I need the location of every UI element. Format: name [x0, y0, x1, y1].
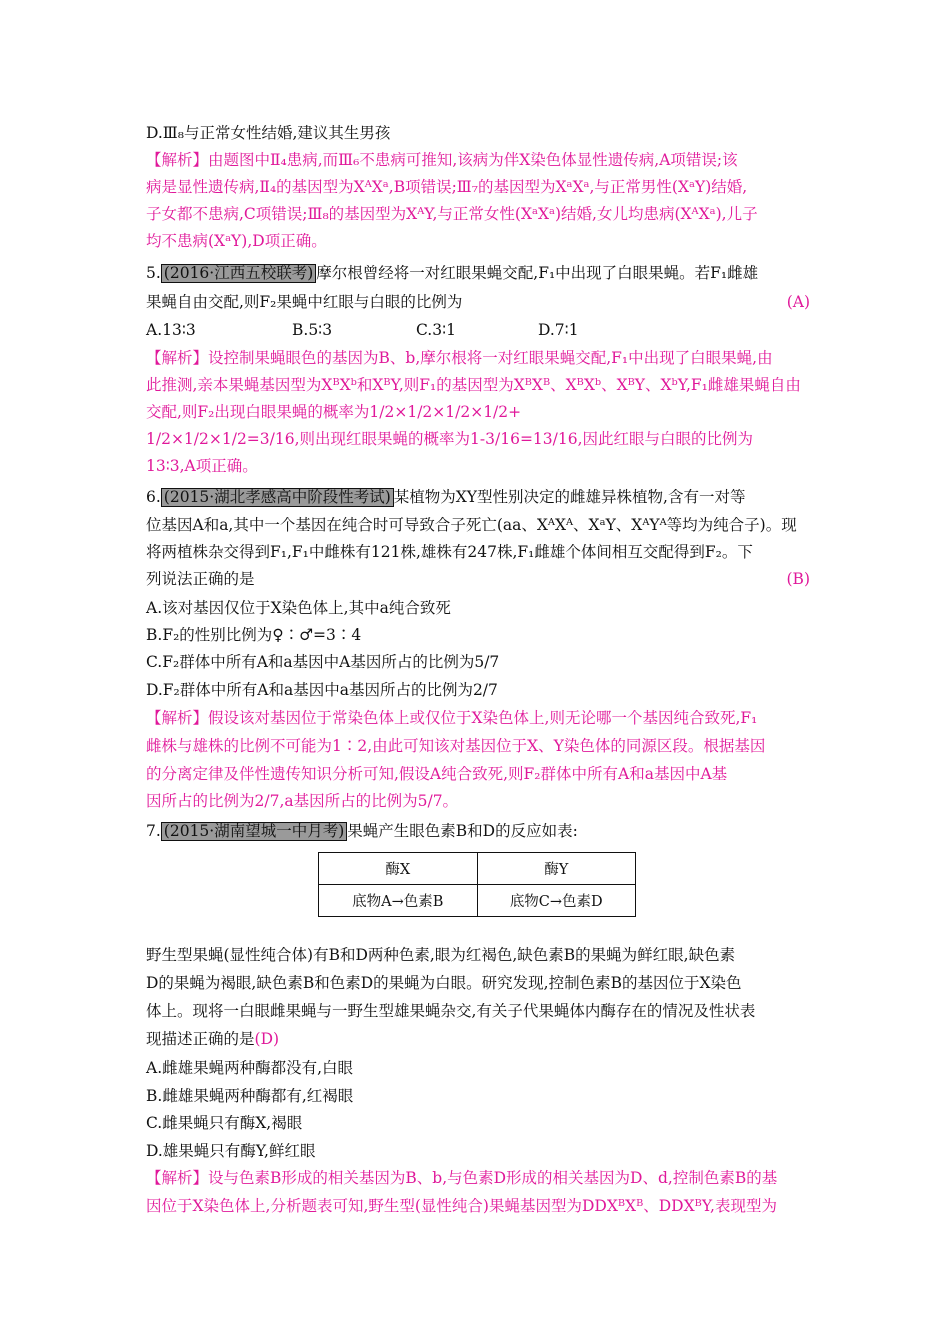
q6-number: 6.: [146, 488, 161, 506]
q5-source-tag: (2016·江西五校联考): [161, 264, 316, 283]
table-cell: 底物A→色素B: [319, 885, 478, 917]
q7-option-c: C.雌果蝇只有酶X,褐眼: [146, 1114, 303, 1132]
q6-option-a: A.该对基因仅位于X染色体上,其中a纯合致死: [146, 599, 451, 617]
q7-number: 7.: [146, 822, 161, 840]
q5-option-a: A.13∶3: [146, 321, 196, 339]
q6-stem-text: 列说法正确的是: [146, 570, 255, 588]
q6-analysis-line: 的分离定律及伴性遗传知识分析可知,假设A纯合致死,则F₂群体中所有A和a基因中A基: [146, 765, 728, 783]
q6-option-b: B.F₂的性别比例为♀∶♂=3∶4: [146, 626, 362, 644]
q6-stem-text: 某植物为XY型性别决定的雌雄异株植物,含有一对等: [393, 488, 746, 506]
q6-analysis-line: 雌株与雄株的比例不可能为1∶2,由此可知该对基因位于X、Y染色体的同源区段。根据基因: [146, 737, 766, 755]
q6-option-c: C.F₂群体中所有A和a基因中A基因所占的比例为5/7: [146, 653, 500, 671]
q6-analysis-line: 因所占的比例为2/7,a基因所占的比例为5/7。: [146, 792, 459, 810]
q5-number: 5.: [146, 264, 161, 282]
q5-stem-text: 摩尔根曾经将一对红眼果蝇交配,F₁中出现了白眼果蝇。若F₁雌雄: [316, 264, 759, 282]
enzyme-table: [318, 852, 636, 917]
q6-stem-line: 位基因A和a,其中一个基因在纯合时可导致合子死亡(aa、XᴬXᴬ、XᵃY、XᴬYᴬ等均为纯合子)。现: [146, 516, 797, 534]
table-cell: 底物C→色素D: [477, 885, 636, 917]
q6-source-tag: (2015·湖北孝感高中阶段性考试): [161, 488, 394, 507]
option-d-previous: D.Ⅲ₈与正常女性结婚,建议其生男孩: [146, 124, 391, 142]
analysis-prev-line: 子女都不患病,C项错误;Ⅲ₈的基因型为XᴬY,与正常女性(XᵃXᵃ)结婚,女儿均患病(XᴬXᵃ),儿子: [146, 205, 758, 223]
q6-stem-line: 将两植株杂交得到F₁,F₁中雌株有121株,雄株有247株,F₁雌雄个体间相互交配得到F₂。下: [146, 543, 753, 561]
q7-source-tag: (2015·湖南望城一中月考): [161, 822, 347, 841]
q6-answer: (B): [786, 570, 810, 588]
q5-analysis-line: 【解析】设控制果蝇眼色的基因为B、b,摩尔根将一对红眼果蝇交配,F₁中出现了白眼果蝇,由: [146, 349, 773, 367]
table-header-cell: 酶Y: [477, 853, 636, 885]
q6-stem-line: [146, 569, 810, 589]
q5-analysis-line: 此推测,亲本果蝇基因型为XᴮXᵇ和XᴮY,则F₁的基因型为XᴮXᴮ、XᴮXᵇ、XᴮY、XᵇY,F₁雌雄果蝇自由: [146, 376, 801, 394]
q7-text-line: [146, 1029, 279, 1049]
q6-option-d: D.F₂群体中所有A和a基因中a基因所占的比例为2/7: [146, 681, 498, 699]
q5-analysis-line: 13∶3,A项正确。: [146, 457, 258, 475]
q5-stem-line-2: [146, 292, 810, 312]
q7-analysis-line: 因位于X染色体上,分析题表可知,野生型(显性纯合)果蝇基因型为DDXᴮXᴮ、DDXᴮY,表现型为: [146, 1197, 777, 1215]
q5-option-c: C.3∶1: [416, 321, 456, 339]
analysis-prev-line: 【解析】由题图中Ⅱ₄患病,而Ⅲ₆不患病可推知,该病为伴X染色体显性遗传病,A项错误;该: [146, 151, 738, 169]
analysis-prev-line: 病是显性遗传病,Ⅱ₄的基因型为XᴬXᵃ,B项错误;Ⅲ₇的基因型为XᵃXᵃ,与正常男性(XᵃY)结婚,: [146, 178, 748, 196]
q7-analysis-line: 【解析】设与色素B形成的相关基因为B、b,与色素D形成的相关基因为D、d,控制色素B的基: [146, 1169, 778, 1187]
q7-option-a: A.雌雄果蝇两种酶都没有,白眼: [146, 1059, 354, 1077]
q6-stem-line-1: [146, 487, 745, 507]
q7-option-b: B.雌雄果蝇两种酶都有,红褐眼: [146, 1087, 354, 1105]
q6-analysis-line: 【解析】假设该对基因位于常染色体上或仅位于X染色体上,则无论哪一个基因纯合致死,F₁: [146, 709, 758, 727]
q5-option-b: B.5∶3: [292, 321, 333, 339]
q7-stem-text: 果蝇产生眼色素B和D的反应如表:: [347, 822, 578, 840]
q7-answer: (D): [254, 1030, 280, 1048]
analysis-prev-line: 均不患病(XᵃY),D项正确。: [146, 232, 327, 250]
q5-answer: (A): [786, 293, 810, 311]
q5-stem-line-1: [146, 263, 758, 283]
q7-option-d: D.雄果蝇只有酶Y,鲜红眼: [146, 1142, 316, 1160]
q5-stem-text: 果蝇自由交配,则F₂果蝇中红眼与白眼的比例为: [146, 293, 463, 311]
table-header-cell: 酶X: [319, 853, 478, 885]
q7-text: 现描述正确的是: [146, 1030, 255, 1048]
q5-option-d: D.7∶1: [538, 321, 579, 339]
q7-text-line: D的果蝇为褐眼,缺色素B和色素D的果蝇为白眼。研究发现,控制色素B的基因位于X染色: [146, 974, 742, 992]
q7-text-line: 体上。现将一白眼雌果蝇与一野生型雄果蝇杂交,有关子代果蝇体内酶存在的情况及性状表: [146, 1002, 756, 1020]
q5-analysis-line: 交配,则F₂出现白眼果蝇的概率为1/2×1/2×1/2×1/2+: [146, 403, 522, 421]
table-header-row: [319, 853, 636, 885]
q7-stem-line: [146, 821, 578, 841]
q7-text-line: 野生型果蝇(显性纯合体)有B和D两种色素,眼为红褐色,缺色素B的果蝇为鲜红眼,缺色素: [146, 946, 736, 964]
table-row: [319, 885, 636, 917]
q5-analysis-line: 1/2×1/2×1/2=3/16,则出现红眼果蝇的概率为1-3/16=13/16,因此红眼与白眼的比例为: [146, 430, 754, 448]
